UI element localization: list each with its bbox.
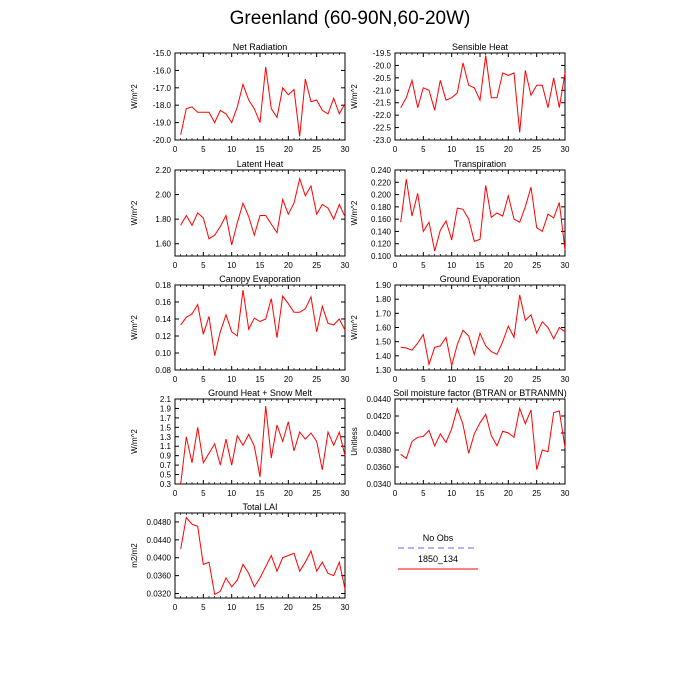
x-tick-label: 0 [392,375,398,384]
y-tick-label: -15.0 [152,49,171,58]
panel-2 [350,42,570,154]
x-tick-label: 25 [312,145,322,154]
y-tick-label: 0.3 [159,480,171,489]
y-axis-label: Unitless [350,427,359,456]
y-tick-label: 1.90 [375,281,391,290]
x-tick-label: 30 [560,145,570,154]
panel-frame [175,285,345,370]
y-tick-label: 0.220 [370,178,391,188]
y-tick-label: -17.0 [152,83,171,93]
x-tick-label: 15 [255,145,265,154]
y-axis-label: W/m^2 [130,200,139,226]
y-tick-label: -23.0 [372,136,391,145]
panel-frame [175,513,345,598]
x-tick-label: 0 [172,261,178,270]
y-tick-label: 0.140 [370,227,391,237]
x-tick-label: 30 [560,375,570,384]
y-tick-label: 0.0320 [146,589,171,599]
x-tick-label: 10 [227,145,237,154]
series-line-1 [401,179,565,251]
y-tick-label: 0.0420 [366,412,391,421]
panel-4 [350,159,570,270]
x-tick-label: 20 [283,261,293,270]
x-tick-label: 25 [532,261,542,270]
panel-title: Total LAI [242,502,278,512]
series-line-1 [181,518,345,595]
x-tick-label: 15 [475,375,485,384]
y-tick-label: 0.10 [155,349,171,358]
legend-model-label: 1850_134 [417,554,459,564]
series-line-1 [401,408,565,469]
y-tick-label: 0.0340 [366,480,391,489]
y-tick-label: 0.200 [370,190,391,200]
y-tick-label: 1.9 [159,404,171,414]
y-tick-label: 0.0440 [366,395,391,404]
panel-6 [350,274,570,384]
y-tick-label: 0.12 [155,332,171,341]
x-tick-label: 15 [255,375,265,384]
x-tick-label: 20 [283,603,293,612]
panel-frame [175,53,345,140]
y-tick-label: 1.3 [159,432,171,442]
y-tick-label: 0.16 [155,298,171,307]
y-tick-label: 0.0360 [146,571,171,581]
y-tick-label: -22.0 [372,111,391,121]
y-axis-label: W/m^2 [130,315,139,340]
x-tick-label: 25 [312,489,322,498]
x-tick-label: 5 [201,375,206,384]
x-tick-label: 15 [475,145,485,154]
panel-8 [350,388,570,498]
x-tick-label: 30 [340,375,350,384]
y-tick-label: 0.18 [155,281,171,290]
x-tick-label: 0 [172,375,178,384]
y-tick-label: -20.0 [372,61,391,71]
y-tick-label: 0.0440 [146,535,171,545]
y-tick-label: 1.60 [155,239,171,249]
y-axis-label: W/m^2 [350,200,359,226]
y-tick-label: 0.14 [155,315,171,324]
y-tick-label: -22.5 [372,123,391,133]
x-tick-label: 5 [421,145,426,154]
legend-obs-label: No Obs [422,533,454,543]
x-tick-label: 10 [447,145,457,154]
x-tick-label: 25 [312,603,322,612]
panel-9 [130,502,350,612]
y-tick-label: -21.0 [372,86,391,96]
x-tick-label: 10 [447,261,457,270]
x-tick-label: 0 [392,489,398,498]
panel-title: Soil moisture factor (BTRAN or BTRANMN) [393,388,567,398]
y-tick-label: 0.0480 [146,517,171,527]
y-tick-label: -20.5 [372,73,391,83]
x-tick-label: 20 [503,489,513,498]
panel-frame [175,170,345,256]
x-tick-label: 5 [201,603,206,612]
x-tick-label: 10 [447,375,457,384]
panel-title: Latent Heat [236,159,284,169]
x-tick-label: 5 [201,261,206,270]
panel-1 [130,42,350,154]
x-tick-label: 20 [503,375,513,384]
series-line-1 [181,67,345,137]
panel-7 [130,388,350,498]
series-line-1 [181,406,345,484]
x-tick-label: 20 [283,145,293,154]
y-tick-label: 1.5 [159,423,171,433]
panel-title: Ground Heat + Snow Melt [208,388,312,398]
x-tick-label: 0 [392,261,398,270]
y-tick-label: -18.0 [152,101,171,111]
y-tick-label: 1.30 [375,366,391,375]
x-tick-label: 0 [392,145,398,154]
x-tick-label: 10 [227,603,237,612]
panel-3 [130,159,350,270]
x-tick-label: 5 [201,489,206,498]
y-tick-label: 2.20 [155,166,171,175]
y-tick-label: 0.08 [155,366,171,375]
series-line-1 [181,179,345,245]
x-tick-label: 30 [340,145,350,154]
y-tick-label: 0.240 [370,166,391,175]
x-tick-label: 30 [560,489,570,498]
panel-title: Transpiration [453,159,507,169]
x-tick-label: 0 [172,489,178,498]
y-tick-label: -19.5 [372,49,391,58]
x-tick-label: 25 [532,375,542,384]
x-tick-label: 10 [227,261,237,270]
legend [398,533,478,569]
y-tick-label: -16.0 [152,66,171,76]
y-axis-label: m2/m2 [130,543,139,568]
y-tick-label: 1.1 [159,442,171,452]
x-tick-label: 20 [283,489,293,498]
y-tick-label: 2.1 [159,395,171,404]
panel-5 [130,274,350,384]
y-tick-label: 1.7 [159,413,171,423]
y-tick-label: 0.120 [370,239,391,249]
panel-frame [395,399,565,484]
series-line-1 [401,56,565,133]
x-tick-label: 30 [340,603,350,612]
x-tick-label: 25 [532,145,542,154]
x-tick-label: 30 [560,261,570,270]
y-tick-label: 1.80 [375,295,391,305]
panel-title: Net Radiation [232,42,288,52]
y-tick-label: 0.0360 [366,463,391,472]
y-axis-label: W/m^2 [130,84,139,109]
x-tick-label: 5 [421,261,426,270]
x-tick-label: 0 [172,145,178,154]
x-tick-label: 15 [255,261,265,270]
y-tick-label: 0.7 [159,461,171,471]
y-axis-label: W/m^2 [350,84,359,109]
y-tick-label: 2.00 [155,190,171,200]
series-line-1 [401,295,565,366]
y-tick-label: 0.180 [370,202,391,212]
figure-title: Greenland (60-90N,60-20W) [229,8,471,29]
y-tick-label: 0.5 [159,470,171,480]
x-tick-label: 20 [283,375,293,384]
x-tick-label: 15 [475,489,485,498]
x-tick-label: 30 [340,489,350,498]
x-tick-label: 10 [227,489,237,498]
x-tick-label: 0 [172,603,178,612]
y-axis-label: W/m^2 [350,315,359,340]
x-tick-label: 20 [503,261,513,270]
x-tick-label: 15 [475,261,485,270]
y-axis-label: W/m^2 [130,429,139,454]
panel-title: Canopy Evaporation [219,274,301,284]
y-tick-label: 0.0400 [366,429,391,438]
x-tick-label: 10 [227,375,237,384]
series-line-1 [181,290,345,356]
panel-title: Ground Evaporation [439,274,521,284]
y-tick-label: 0.0380 [366,446,391,455]
x-tick-label: 15 [255,489,265,498]
y-tick-label: -19.0 [152,118,171,128]
x-tick-label: 10 [447,489,457,498]
y-tick-label: 1.40 [375,351,391,361]
y-tick-label: -21.5 [372,98,391,108]
y-tick-label: 1.80 [155,215,171,225]
y-tick-label: 1.70 [375,309,391,319]
x-tick-label: 30 [340,261,350,270]
x-tick-label: 5 [201,145,206,154]
y-tick-label: 1.60 [375,323,391,333]
y-tick-label: 1.50 [375,337,391,347]
x-tick-label: 25 [312,261,322,270]
y-tick-label: 0.9 [159,451,171,461]
panel-title: Sensible Heat [451,42,509,52]
y-tick-label: -20.0 [152,136,171,145]
y-tick-label: 0.0400 [146,553,171,563]
x-tick-label: 5 [421,375,426,384]
x-tick-label: 25 [532,489,542,498]
x-tick-label: 20 [503,145,513,154]
x-tick-label: 5 [421,489,426,498]
y-tick-label: 0.100 [370,252,391,261]
x-tick-label: 25 [312,375,322,384]
x-tick-label: 15 [255,603,265,612]
y-tick-label: 0.160 [370,215,391,225]
